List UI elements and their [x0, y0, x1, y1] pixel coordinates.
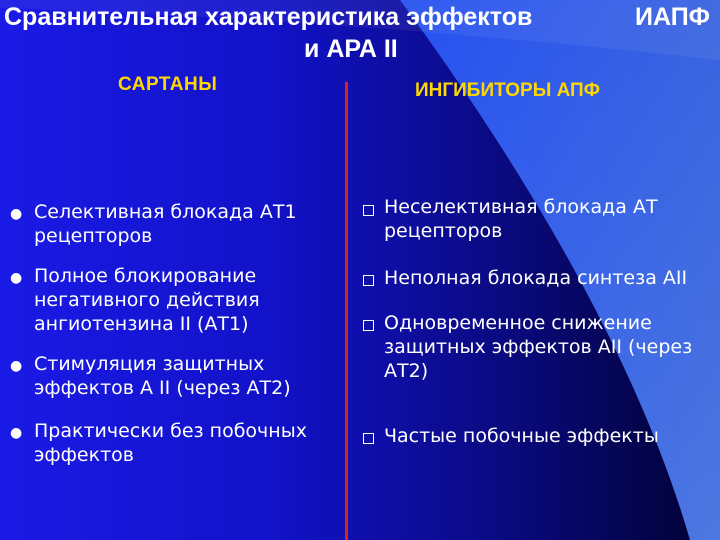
checkbox-icon: [363, 205, 374, 216]
left-item-2: Полное блокирование негативного действия ангиотензина II (АТ1): [34, 265, 260, 335]
checkbox-icon: [363, 275, 374, 286]
column-divider: [345, 82, 348, 540]
left-item-1: Селективная блокада АТ1 рецепторов: [34, 201, 297, 247]
bullet-icon: ●: [10, 270, 23, 286]
left-column-heading: САРТАНЫ: [118, 74, 218, 95]
checkbox-icon: [363, 320, 374, 331]
title-line-1: Сравнительная характеристика эффектов: [4, 3, 533, 31]
bullet-icon: ●: [10, 425, 23, 441]
bullet-icon: ●: [10, 206, 23, 222]
bullet-icon: ●: [10, 358, 23, 374]
title-line-1-abbr: ИАПФ: [635, 3, 710, 31]
title-line-2: и АРА II: [304, 35, 398, 63]
checkbox-icon: [363, 433, 374, 444]
right-item-1: Неселективная блокада АТ рецепторов: [384, 196, 658, 242]
left-item-3: Стимуляция защитных эффектов А II (через АТ2): [34, 353, 291, 399]
right-item-4: Частые побочные эффекты: [384, 425, 659, 447]
right-item-3: Одновременное снижение защитных эффектов АII (через АТ2): [384, 312, 693, 382]
left-item-4: Практически без побочных эффектов: [34, 420, 307, 466]
right-column-heading: ИНГИБИТОРЫ АПФ: [415, 80, 600, 101]
right-item-2: Неполная блокада синтеза АII: [384, 267, 688, 289]
